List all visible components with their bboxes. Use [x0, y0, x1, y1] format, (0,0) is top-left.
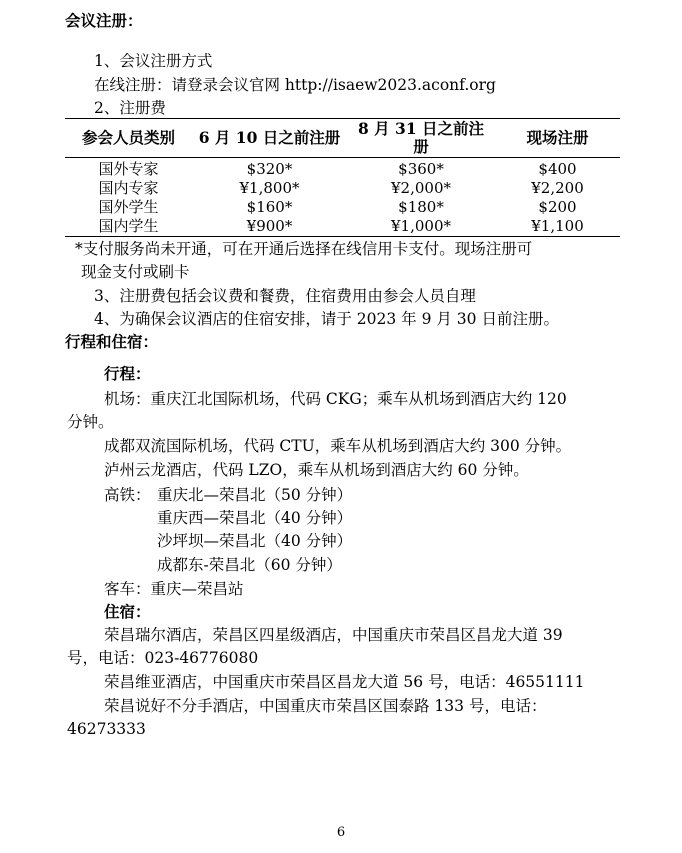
hotel2: 荣昌维亚酒店，中国重庆市荣昌区昌龙大道 56 号，电话：46551111 — [104, 673, 585, 691]
fee-inclusion-item: 3、注册费包括会议费和餐费，住宿费用由参会人员自理 — [94, 287, 476, 305]
online-registration-text: 在线注册：请登录会议官网 http://isaew2023.aconf.org — [94, 76, 496, 94]
hotel3-line1: 荣昌说好不分手酒店，中国重庆市荣昌区国泰路 133 号，电话： — [104, 697, 547, 715]
high-speed-rail-label: 高铁： — [104, 486, 151, 504]
bus-route: 客车：重庆—荣昌站 — [104, 580, 244, 598]
cell-fee: $400 — [538, 160, 577, 178]
chongqing-airport-line1: 机场：重庆江北国际机场，代码 CKG；乘车从机场到酒店大约 120 — [104, 390, 567, 408]
rail-route: 成都东-荣昌北（60 分钟） — [157, 556, 342, 574]
rail-route: 重庆北—荣昌北（50 分钟） — [157, 486, 353, 504]
cell-fee: $360* — [398, 160, 444, 178]
payment-note-line1: *支付服务尚未开通，可在开通后选择在线信用卡支付。现场注册可 — [75, 240, 533, 258]
deadline-item: 4、为确保会议酒店的住宿安排，请于 2023 年 9 月 30 日前注册。 — [94, 310, 559, 328]
table-header-row — [65, 119, 620, 158]
lodging-title: 住宿： — [104, 602, 151, 621]
hotel3-line2: 46273333 — [67, 720, 146, 738]
cell-fee: ¥2,200 — [531, 179, 584, 197]
travel-lodging-heading: 行程和住宿： — [65, 332, 159, 351]
registration-heading: 会议注册： — [65, 11, 143, 30]
header-before-aug-31-line1: 8 月 31 日之前注 — [357, 119, 485, 138]
rail-route: 重庆西—荣昌北（40 分钟） — [157, 509, 353, 527]
cell-fee: $180* — [398, 198, 444, 216]
header-category: 参会人员类别 — [81, 128, 175, 147]
registration-fee-table — [65, 118, 620, 237]
cell-fee: ¥900* — [246, 217, 293, 235]
table-row — [65, 158, 620, 180]
table-row — [65, 217, 620, 237]
header-before-aug-31-line2: 册 — [413, 137, 429, 156]
chengdu-airport: 成都双流国际机场，代码 CTU，乘车从机场到酒店大约 300 分钟。 — [104, 437, 572, 455]
header-onsite: 现场注册 — [526, 128, 589, 147]
cell-fee: $160* — [246, 198, 293, 216]
chongqing-airport-line2: 分钟。 — [67, 413, 114, 431]
cell-fee: $200 — [538, 198, 577, 216]
table-row — [65, 198, 620, 217]
header-before-june-10: 6 月 10 日之前注册 — [198, 128, 341, 147]
payment-note-line2: 现金支付或刷卡 — [81, 263, 190, 281]
hotel1-line2: 号，电话：023-46776080 — [67, 649, 259, 667]
cell-category: 国内学生 — [98, 217, 159, 235]
cell-category: 国外专家 — [98, 160, 159, 178]
cell-fee: ¥2,000* — [391, 179, 451, 197]
hotel1-line1: 荣昌瑞尔酒店，荣昌区四星级酒店，中国重庆市荣昌区昌龙大道 39 — [104, 626, 563, 644]
table-row — [65, 179, 620, 198]
cell-fee: ¥1,100 — [531, 217, 584, 235]
registration-fee-item: 2、注册费 — [94, 99, 166, 117]
cell-fee: ¥1,800* — [239, 179, 300, 197]
luzhou-airport: 泸州云龙酒店，代码 LZO，乘车从机场到酒店大约 60 分钟。 — [104, 461, 529, 479]
page-number: 6 — [336, 825, 346, 840]
itinerary-title: 行程： — [104, 364, 151, 383]
registration-method-item: 1、会议注册方式 — [94, 52, 213, 70]
header-before-aug-31 — [347, 119, 495, 158]
cell-category: 国外学生 — [98, 198, 159, 216]
cell-category: 国内专家 — [98, 179, 159, 197]
rail-route: 沙坪坝—荣昌北（40 分钟） — [157, 532, 353, 550]
cell-fee: ¥1,000* — [391, 217, 451, 235]
cell-fee: $320* — [246, 160, 293, 178]
